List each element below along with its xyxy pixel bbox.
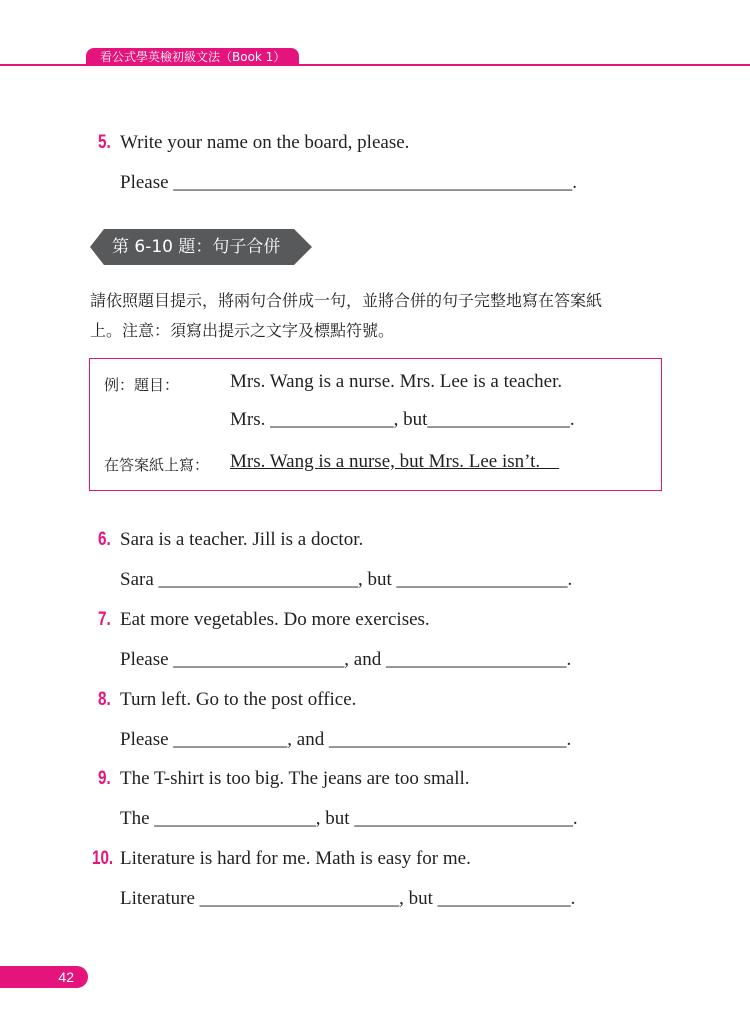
answer-line-10: Literature _____________________, but ______________. [120,888,576,909]
question-8 [98,689,356,711]
page-number: 42 [0,966,88,988]
example-question-sentence: Mrs. Wang is a nurse. Mrs. Lee is a teacher. [230,371,563,392]
example-question-label: 例：題目： [104,376,180,394]
question-prompt: Write your name on the board, please. [120,132,410,153]
question-number: 7. [98,609,111,630]
section-banner [90,229,312,265]
question-10 [92,848,471,870]
question-5 [98,132,409,154]
question-prompt: Sara is a teacher. Jill is a doctor. [120,529,364,550]
section-title: 第 6-10 題：句子合併 [112,237,281,257]
answer-line-6: Sara _____________________, but __________________. [120,569,573,590]
question-number: 9. [98,768,111,789]
question-number: 10. [92,848,114,869]
section-instruction-line-1: 請依照題目提示，將兩句合併成一句，並將合併的句子完整地寫在答案紙 [90,291,603,310]
question-number: 6. [98,529,111,550]
example-question-template: Mrs. _____________, but_______________. [230,409,575,430]
section-instruction-line-2: 上。注意：須寫出提示之文字及標點符號。 [90,321,395,340]
book-title-tab: 看公式學英檢初級文法（Book 1） [86,48,299,66]
question-9 [98,768,470,790]
example-answer-label: 在答案紙上寫： [104,456,210,474]
answer-line-9: The _________________, but _______________________. [120,808,578,829]
question-7 [98,609,430,631]
answer-line-7: Please __________________, and ___________________. [120,649,572,670]
question-prompt: Eat more vegetables. Do more exercises. [120,609,430,630]
question-6 [98,529,363,551]
question-prompt: The T-shirt is too big. The jeans are too small. [120,768,470,789]
question-number: 8. [98,689,111,710]
example-answer-sentence: Mrs. Wang is a nurse, but Mrs. Lee isn’t. [230,451,560,472]
question-number: 5. [98,132,111,153]
example-box [89,358,662,491]
answer-line-8: Please ____________, and _________________________. [120,729,572,750]
question-prompt: Literature is hard for me. Math is easy for me. [120,848,471,869]
question-prompt: Turn left. Go to the post office. [120,689,357,710]
answer-line-5: Please __________________________________________. [120,172,578,193]
